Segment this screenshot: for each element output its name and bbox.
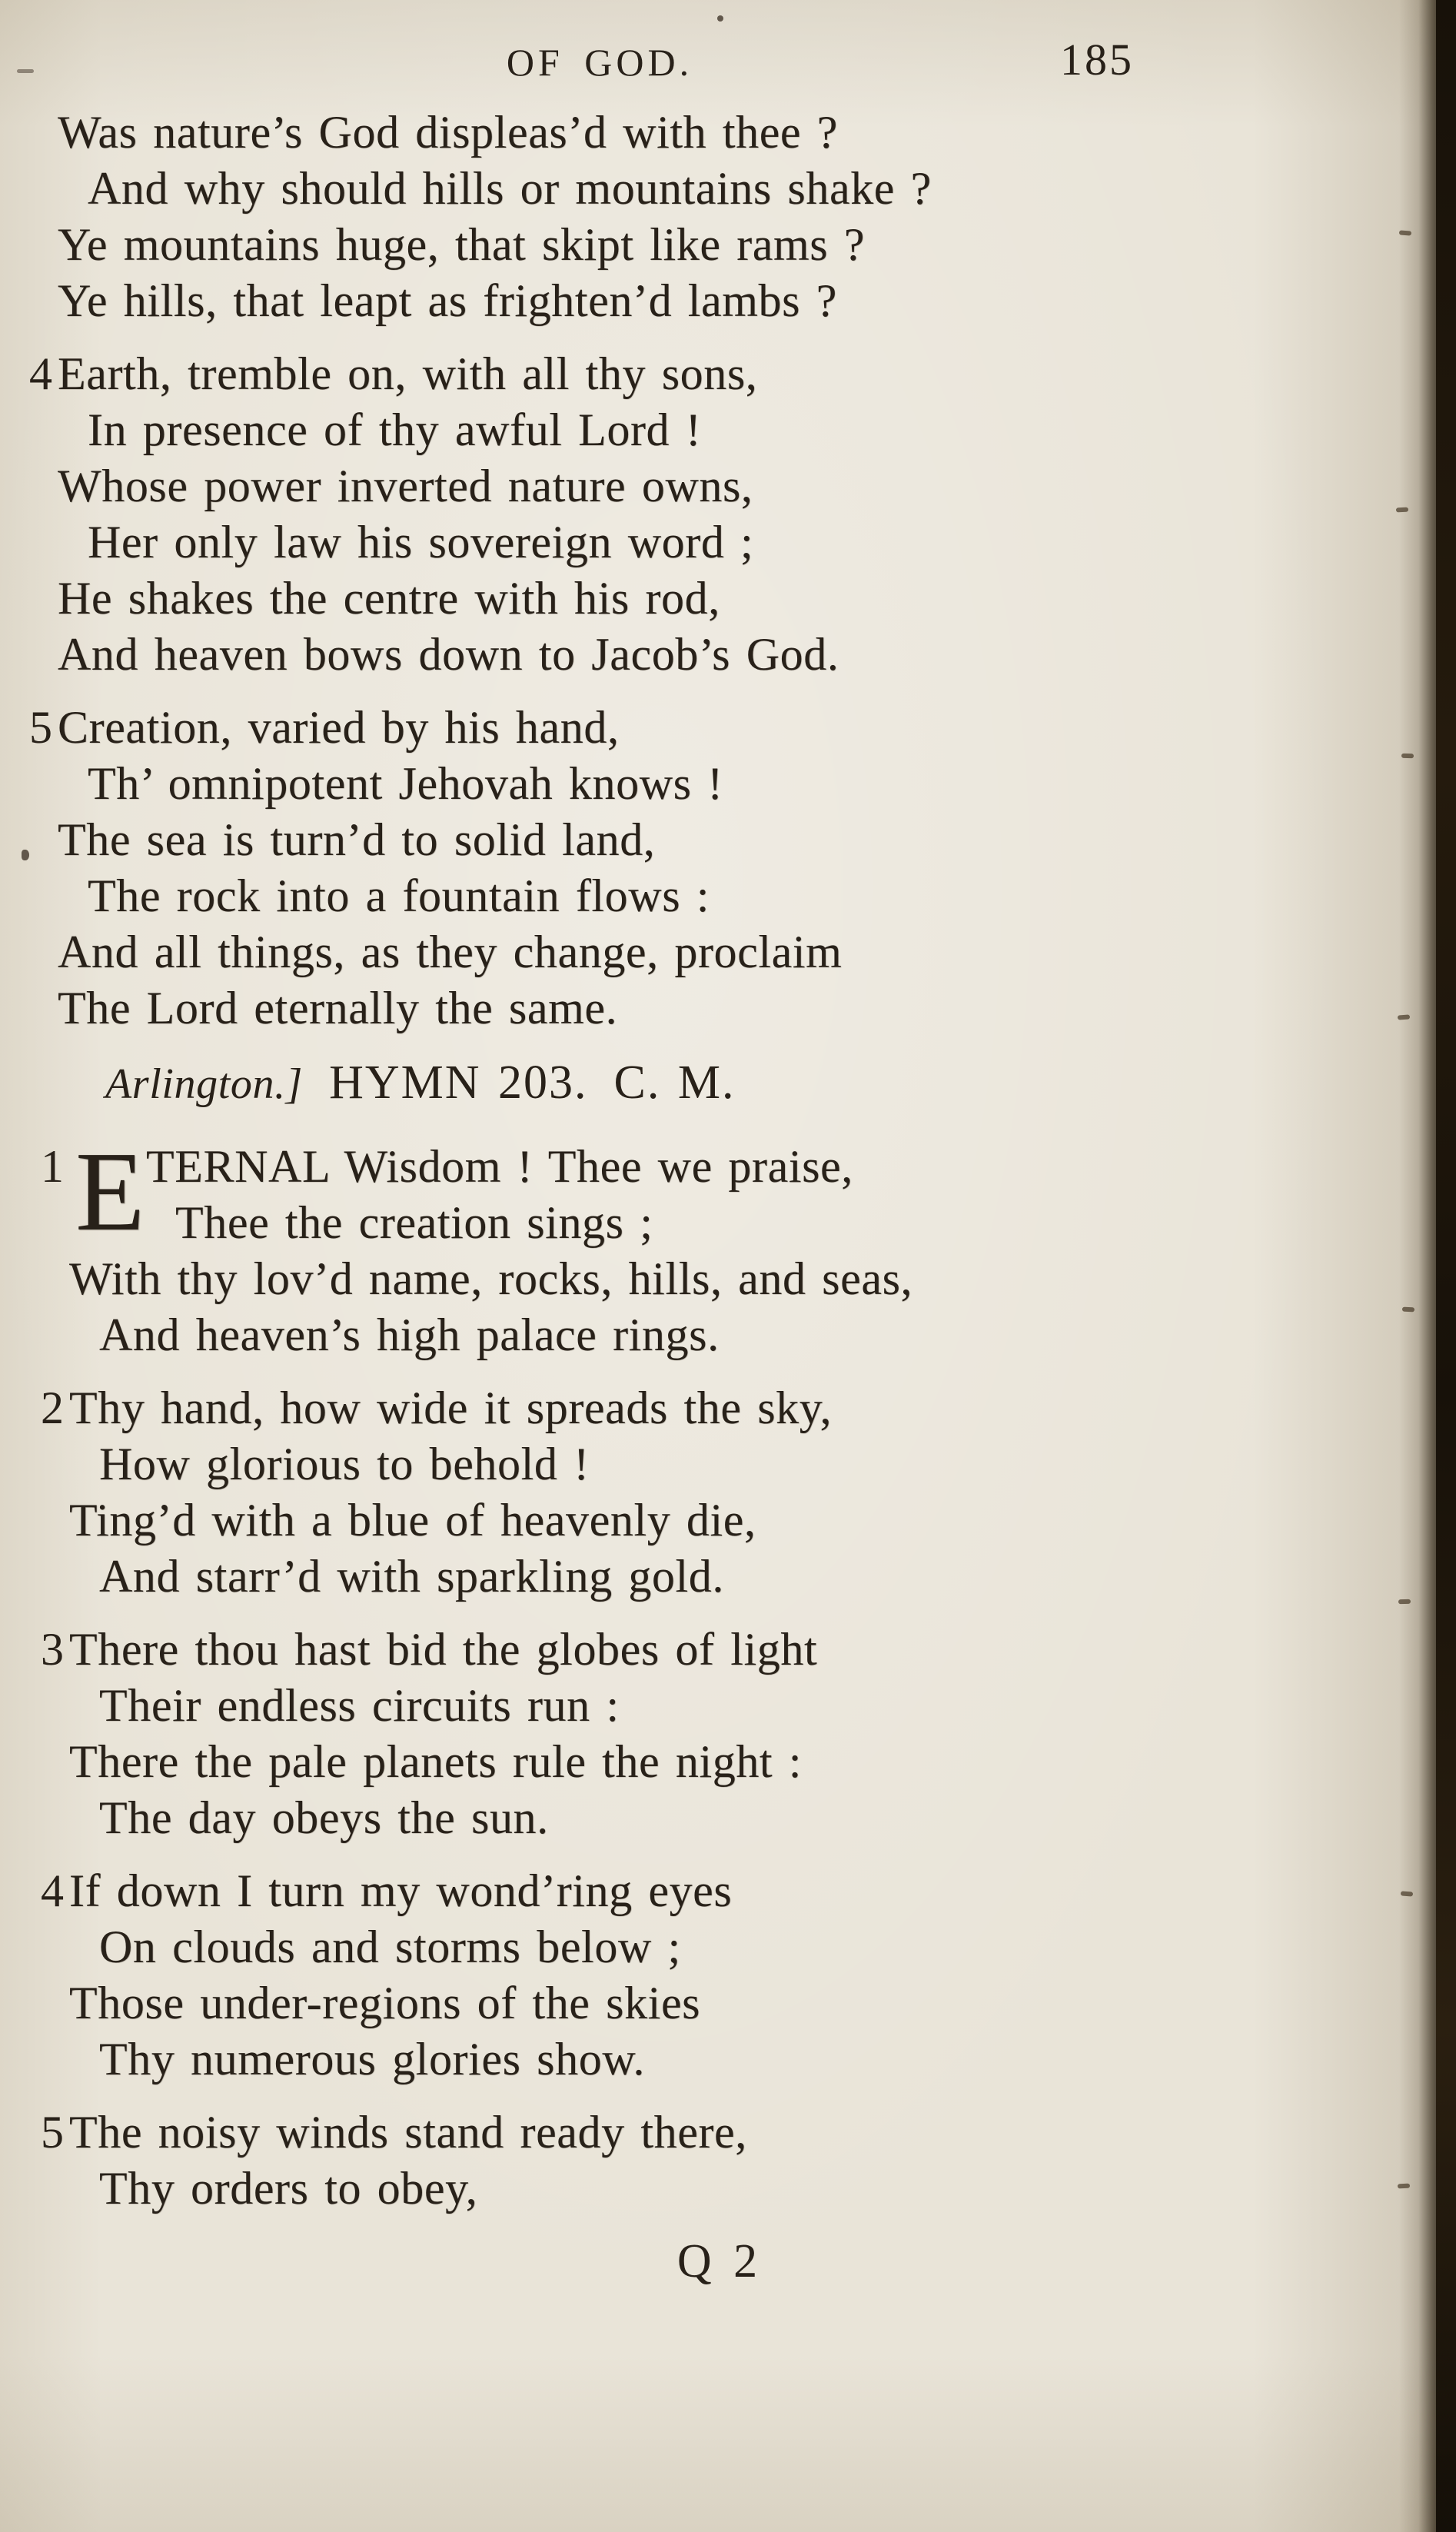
verse-line: And all things, as they change, proclaim — [58, 927, 843, 977]
page-edge-mark — [1398, 2184, 1410, 2189]
verse-number: 5 — [29, 702, 53, 753]
hymn-heading — [105, 1055, 1172, 1113]
page-edge-mark — [1398, 1599, 1411, 1605]
verse-line: The day obeys the sun. — [99, 1792, 549, 1843]
verse-line: And heaven bows down to Jacob’s God. — [58, 629, 839, 680]
verse-line: Th’ omnipotent Jehovah knows ! — [88, 758, 723, 809]
page-edge-mark — [1401, 754, 1414, 759]
tune-name: Arlington.] — [105, 1060, 304, 1108]
page-edge-mark — [1398, 1014, 1410, 1020]
verse-line: With thy lov’d name, rocks, hills, and seas, — [69, 1253, 913, 1304]
hymn-stanza — [41, 1129, 1172, 1363]
hymn-stanza — [29, 346, 1172, 683]
verse-number: 3 — [41, 1624, 65, 1675]
dropcap-initial: E — [75, 1129, 146, 1255]
ink-speck — [17, 69, 34, 73]
verse-line: There the pale planets rule the night : — [69, 1736, 803, 1787]
hymn-stanza — [41, 2104, 1172, 2217]
page-edge-mark — [1399, 230, 1411, 235]
verse-line: Ting’d with a blue of heavenly die, — [69, 1495, 756, 1545]
page-edge-mark — [1402, 1307, 1414, 1313]
page-edge-mark — [1401, 1891, 1413, 1896]
hymn-text-block — [29, 105, 1172, 2290]
hymn-stanza — [41, 1863, 1172, 2088]
verse-line: Thy orders to obey, — [99, 2163, 478, 2214]
verse-line: TERNAL Wisdom ! Thee we praise, — [146, 1141, 853, 1192]
verse-line: Ye hills, that leapt as frighten’d lambs ? — [58, 275, 837, 326]
verse-line: And heaven’s high palace rings. — [99, 1309, 720, 1360]
verse-line: Was nature’s God displeas’d with thee ? — [58, 107, 838, 158]
verse-line: The rock into a fountain flows : — [88, 870, 710, 921]
verse-line: Creation, varied by his hand, — [58, 702, 620, 753]
verse-line: There thou hast bid the globes of light — [69, 1624, 818, 1675]
verse-line: Thy hand, how wide it spreads the sky, — [69, 1382, 833, 1433]
verse-line: Thee the creation sings ; — [175, 1197, 653, 1248]
book-edge-dark-strip — [1436, 0, 1456, 2532]
hymn-meter: C. M. — [613, 1056, 736, 1109]
hymn-stanza — [29, 700, 1172, 1036]
page-number: 185 — [1060, 35, 1134, 85]
verse-number: 5 — [41, 2107, 65, 2158]
hymn-stanza — [41, 1622, 1172, 1846]
verse-number: 2 — [41, 1382, 65, 1433]
page-edge-mark — [1396, 507, 1408, 513]
verse-line: In presence of thy awful Lord ! — [88, 404, 702, 455]
verse-number: 1 — [41, 1141, 65, 1192]
verse-line: Her only law his sovereign word ; — [88, 517, 754, 567]
verse-line: And why should hills or mountains shake ? — [88, 163, 932, 214]
verse-line: Their endless circuits run : — [99, 1680, 620, 1731]
hymn-number: HYMN 203. — [329, 1056, 588, 1109]
verse-line: Whose power inverted nature owns, — [58, 461, 753, 511]
verse-line: The sea is turn’d to solid land, — [58, 814, 656, 865]
verse-line: The noisy winds stand ready there, — [69, 2107, 747, 2158]
verse-line: He shakes the centre with his rod, — [58, 573, 720, 624]
verse-line: And starr’d with sparkling gold. — [99, 1551, 724, 1602]
verse-line: On clouds and storms below ; — [99, 1921, 681, 1972]
hymn-stanza — [41, 1380, 1172, 1605]
verse-line: How glorious to behold ! — [99, 1439, 590, 1489]
verse-number: 4 — [29, 348, 53, 399]
ink-speck — [22, 850, 29, 860]
page-header — [58, 35, 1142, 94]
verse-line: Ye mountains huge, that skipt like rams ? — [58, 219, 866, 270]
verse-line: Thy numerous glories show. — [99, 2034, 645, 2084]
signature-mark: Q 2 — [676, 2235, 761, 2287]
verse-line: If down I turn my wond’ring eyes — [69, 1865, 733, 1916]
ink-speck — [717, 15, 723, 22]
hymn-stanza — [58, 105, 1172, 329]
verse-line: Those under-regions of the skies — [69, 1978, 701, 2028]
continued-hymn-stanzas — [29, 105, 1172, 1036]
verse-line: The Lord eternally the same. — [58, 983, 618, 1033]
hymn-203-stanzas — [41, 1129, 1172, 2217]
verse-number: 4 — [41, 1865, 65, 1916]
verse-line: Earth, tremble on, with all thy sons, — [58, 348, 758, 399]
catchword-row — [161, 2234, 1276, 2290]
running-title: OF GOD. — [506, 41, 693, 84]
